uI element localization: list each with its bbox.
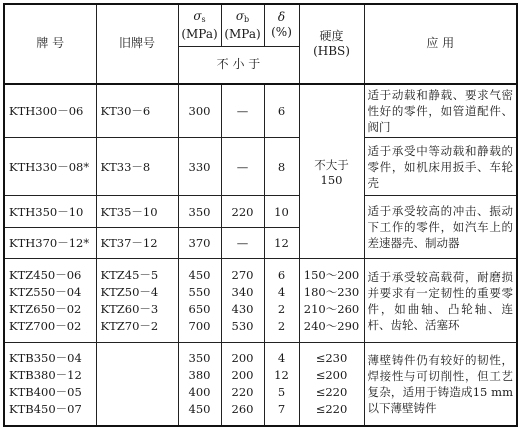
application-cell: 适于承受较高的冲击、振动下工作的零件，如汽车上的差速器壳、制动器 xyxy=(364,196,517,259)
old-grade-cell xyxy=(96,259,178,343)
old-grade-cell: KT37－12 xyxy=(96,227,178,259)
delta-line: 4 xyxy=(277,284,286,299)
sigma-b-cell xyxy=(221,343,264,426)
sigma-b-subscript: b xyxy=(244,14,250,24)
delta-line: 6 xyxy=(277,267,286,282)
sigma-s-cell xyxy=(178,343,221,426)
sigma-b-cell: — xyxy=(221,138,264,196)
old-grade-line: KTZ45－5 xyxy=(100,267,159,282)
table-row xyxy=(4,138,517,196)
sigma-s-cell: 350 xyxy=(178,196,221,228)
sigma-b-cell: — xyxy=(221,84,264,138)
table-row-group-ktb xyxy=(4,343,517,426)
col-header-application: 应 用 xyxy=(364,4,517,84)
sigma-s-cell: 330 xyxy=(178,138,221,196)
sigma-s-line: 350 xyxy=(188,351,211,366)
old-grade-cell: KT35－10 xyxy=(96,196,178,228)
sigma-s-line: 400 xyxy=(188,385,211,400)
sigma-b-unit: (MPa) xyxy=(224,26,261,41)
sigma-b-cell xyxy=(221,259,264,343)
old-grade-line: KTZ50－4 xyxy=(100,284,159,299)
sigma-b-line: 220 xyxy=(231,385,254,400)
sigma-s-cell xyxy=(178,259,221,343)
hardness-line: ≤230 xyxy=(315,351,348,366)
sigma-s-line: 380 xyxy=(188,368,211,383)
table-row xyxy=(4,84,517,138)
hardness-cell xyxy=(299,84,364,259)
delta-symbol: δ xyxy=(277,10,286,25)
sigma-b-line: 430 xyxy=(231,301,254,316)
old-grade-cell: KT33－8 xyxy=(96,138,178,196)
hardness-unit: (HBS) xyxy=(313,43,350,58)
malleable-iron-grades-table xyxy=(3,3,518,427)
delta-cell: 6 xyxy=(264,84,299,138)
delta-line: 2 xyxy=(277,318,286,333)
grade-line: KTB450－07 xyxy=(9,402,82,417)
sigma-s-symbol: σ xyxy=(193,8,202,23)
col-header-hardness xyxy=(299,4,364,84)
grade-line: KTZ450－06 xyxy=(9,267,82,282)
hardness-line: ≤220 xyxy=(315,385,348,400)
hardness-line: 240～290 xyxy=(303,318,360,333)
hardness-line: 150～200 xyxy=(303,267,360,282)
old-grade-line: KTZ70－2 xyxy=(100,318,159,333)
delta-cell xyxy=(264,259,299,343)
hardness-label: 硬度 xyxy=(319,28,344,43)
grade-cell xyxy=(4,259,96,343)
hardness-cell xyxy=(299,259,364,343)
grade-cell xyxy=(4,343,96,426)
old-grade-cell: KT30－6 xyxy=(96,84,178,138)
application-cell: 薄壁铸件仍有较好的韧性，焊接性与可切削性，但工艺复杂，适用于铸造成15 mm以下薄壁铸件 xyxy=(364,343,517,426)
delta-line: 12 xyxy=(274,368,289,383)
grade-line: KTZ650－02 xyxy=(9,301,82,316)
sigma-b-line: 260 xyxy=(231,402,254,417)
old-grade-cell-empty xyxy=(96,343,178,426)
sigma-b-symbol: σ xyxy=(235,8,245,23)
grade-cell: KTH300－06 xyxy=(4,84,96,138)
sigma-b-line: 270 xyxy=(231,267,254,282)
sigma-s-line: 550 xyxy=(188,284,211,299)
hardness-line: ≤220 xyxy=(315,402,348,417)
delta-cell: 10 xyxy=(264,196,299,228)
sigma-b-line: 200 xyxy=(231,368,254,383)
delta-unit: (%) xyxy=(271,25,292,40)
header-row xyxy=(4,4,517,46)
grade-cell: KTH350－10 xyxy=(4,196,96,228)
sigma-s-subscript: s xyxy=(201,14,206,24)
application-cell: 适于承受中等动载和静载的零件，如机床用扳手、车轮壳 xyxy=(364,138,517,196)
delta-cell: 12 xyxy=(264,227,299,259)
hardness-max-label: 不大于 xyxy=(314,157,349,172)
grade-cell: KTH370－12* xyxy=(4,227,96,259)
sigma-b-line: 200 xyxy=(231,351,254,366)
grade-line: KTB350－04 xyxy=(9,351,82,366)
sigma-b-cell: — xyxy=(221,227,264,259)
hardness-cell xyxy=(299,343,364,426)
not-less-than-label: 不 小 于 xyxy=(178,46,299,84)
col-header-sigma-s xyxy=(178,4,221,46)
col-header-delta xyxy=(264,4,299,46)
sigma-b-cell: 220 xyxy=(221,196,264,228)
col-header-grade: 牌 号 xyxy=(4,4,96,84)
delta-line: 7 xyxy=(277,402,286,417)
delta-cell: 8 xyxy=(264,138,299,196)
hardness-line: 180～230 xyxy=(303,284,360,299)
table-row-group-ktz xyxy=(4,259,517,343)
table-row xyxy=(4,196,517,228)
delta-cell xyxy=(264,343,299,426)
delta-line: 2 xyxy=(277,301,286,316)
grade-cell: KTH330－08* xyxy=(4,138,96,196)
hardness-line: 210～260 xyxy=(303,301,360,316)
col-header-old-grade: 旧牌号 xyxy=(96,4,178,84)
application-cell: 适于动载和静载、要求气密性好的零件，如管道配件、阀门 xyxy=(364,84,517,138)
sigma-s-cell: 300 xyxy=(178,84,221,138)
sigma-s-line: 700 xyxy=(188,318,211,333)
sigma-s-unit: (MPa) xyxy=(181,26,218,41)
sigma-b-line: 530 xyxy=(231,318,254,333)
grade-line: KTZ550－04 xyxy=(9,284,82,299)
sigma-s-line: 450 xyxy=(188,267,211,282)
col-header-sigma-b xyxy=(221,4,264,46)
grade-line: KTB380－12 xyxy=(9,368,82,383)
grade-line: KTB400－05 xyxy=(9,385,82,400)
sigma-s-cell: 370 xyxy=(178,227,221,259)
hardness-max-value: 150 xyxy=(320,172,343,187)
hardness-line: ≤200 xyxy=(315,368,348,383)
sigma-s-line: 650 xyxy=(188,301,211,316)
delta-line: 4 xyxy=(277,351,286,366)
grade-line: KTZ700－02 xyxy=(9,318,82,333)
old-grade-line: KTZ60－3 xyxy=(100,301,159,316)
sigma-s-line: 450 xyxy=(188,402,211,417)
sigma-b-line: 340 xyxy=(231,284,254,299)
delta-line: 5 xyxy=(277,385,286,400)
application-cell: 适于承受较高载荷，耐磨损并要求有一定韧性的重要零件，如曲轴、凸轮轴、连杆、齿轮、活塞环 xyxy=(364,259,517,343)
